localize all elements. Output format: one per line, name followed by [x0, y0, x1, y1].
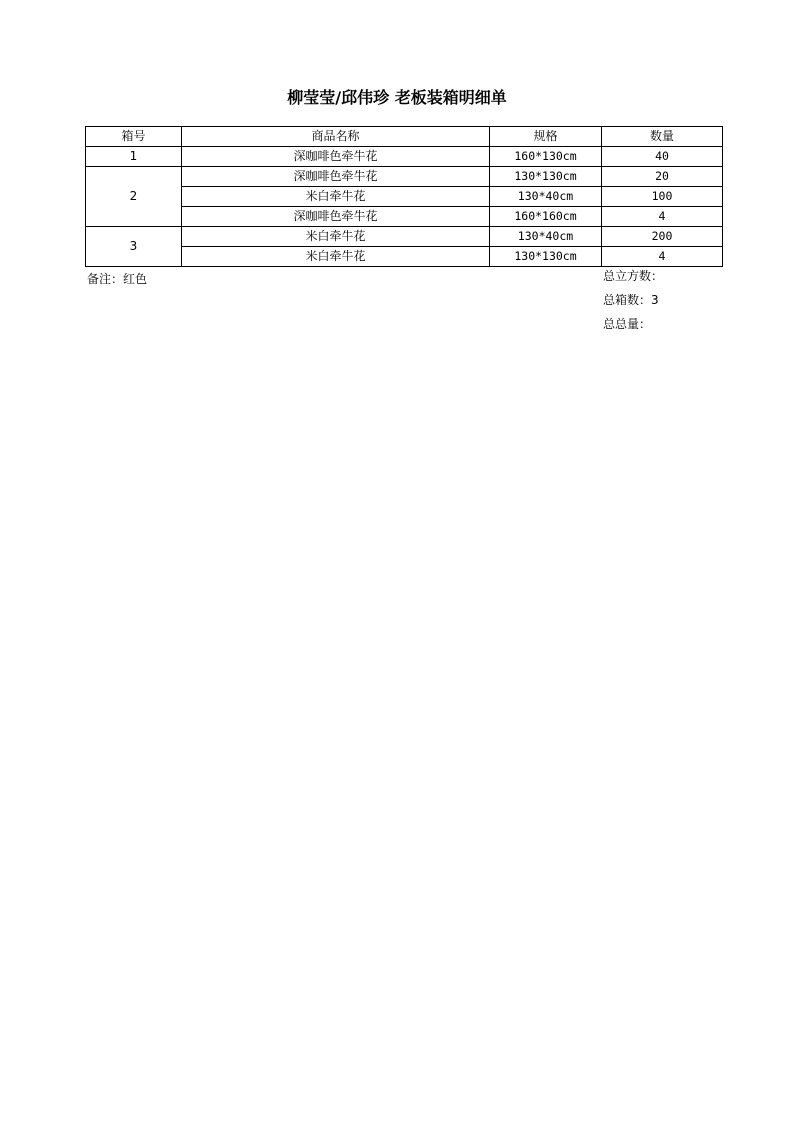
product-name-cell: 深咖啡色牵牛花 — [182, 147, 490, 167]
product-name-cell: 米白牵牛花 — [182, 247, 490, 267]
table-row — [86, 187, 723, 207]
spec-cell: 130*40cm — [490, 187, 602, 207]
spec-cell: 160*130cm — [490, 147, 602, 167]
spec-cell: 160*160cm — [490, 207, 602, 227]
product-name-cell: 米白牵牛花 — [182, 227, 490, 247]
product-name-cell: 深咖啡色牵牛花 — [182, 167, 490, 187]
box-number-cell: 3 — [86, 227, 182, 267]
product-name-cell: 深咖啡色牵牛花 — [182, 207, 490, 227]
box-number-cell: 2 — [86, 167, 182, 227]
table-row — [86, 167, 723, 187]
header-quantity: 数量 — [602, 127, 723, 147]
table-row — [86, 227, 723, 247]
summary-block — [603, 268, 663, 340]
table-row — [86, 207, 723, 227]
spec-cell: 130*40cm — [490, 227, 602, 247]
table-row — [86, 247, 723, 267]
spec-cell: 130*130cm — [490, 247, 602, 267]
table-header-row — [86, 127, 723, 147]
document-title: 柳莹莹/邱伟珍 老板装箱明细单 — [287, 88, 507, 107]
remarks-note: 备注：红色 — [87, 272, 148, 286]
quantity-cell: 200 — [602, 227, 723, 247]
packing-list-table — [85, 126, 723, 267]
header-product-name: 商品名称 — [182, 127, 490, 147]
total-boxes-label: 总箱数：3 — [603, 293, 659, 307]
box-number-cell: 1 — [86, 147, 182, 167]
total-volume-label: 总立方数： — [603, 269, 664, 283]
spec-cell: 130*130cm — [490, 167, 602, 187]
quantity-cell: 4 — [602, 247, 723, 267]
quantity-cell: 4 — [602, 207, 723, 227]
total-weight-label: 总总量： — [603, 317, 652, 331]
table-row — [86, 147, 723, 167]
header-box-no: 箱号 — [86, 127, 182, 147]
product-name-cell: 米白牵牛花 — [182, 187, 490, 207]
quantity-cell: 20 — [602, 167, 723, 187]
quantity-cell: 40 — [602, 147, 723, 167]
quantity-cell: 100 — [602, 187, 723, 207]
header-spec: 规格 — [490, 127, 602, 147]
